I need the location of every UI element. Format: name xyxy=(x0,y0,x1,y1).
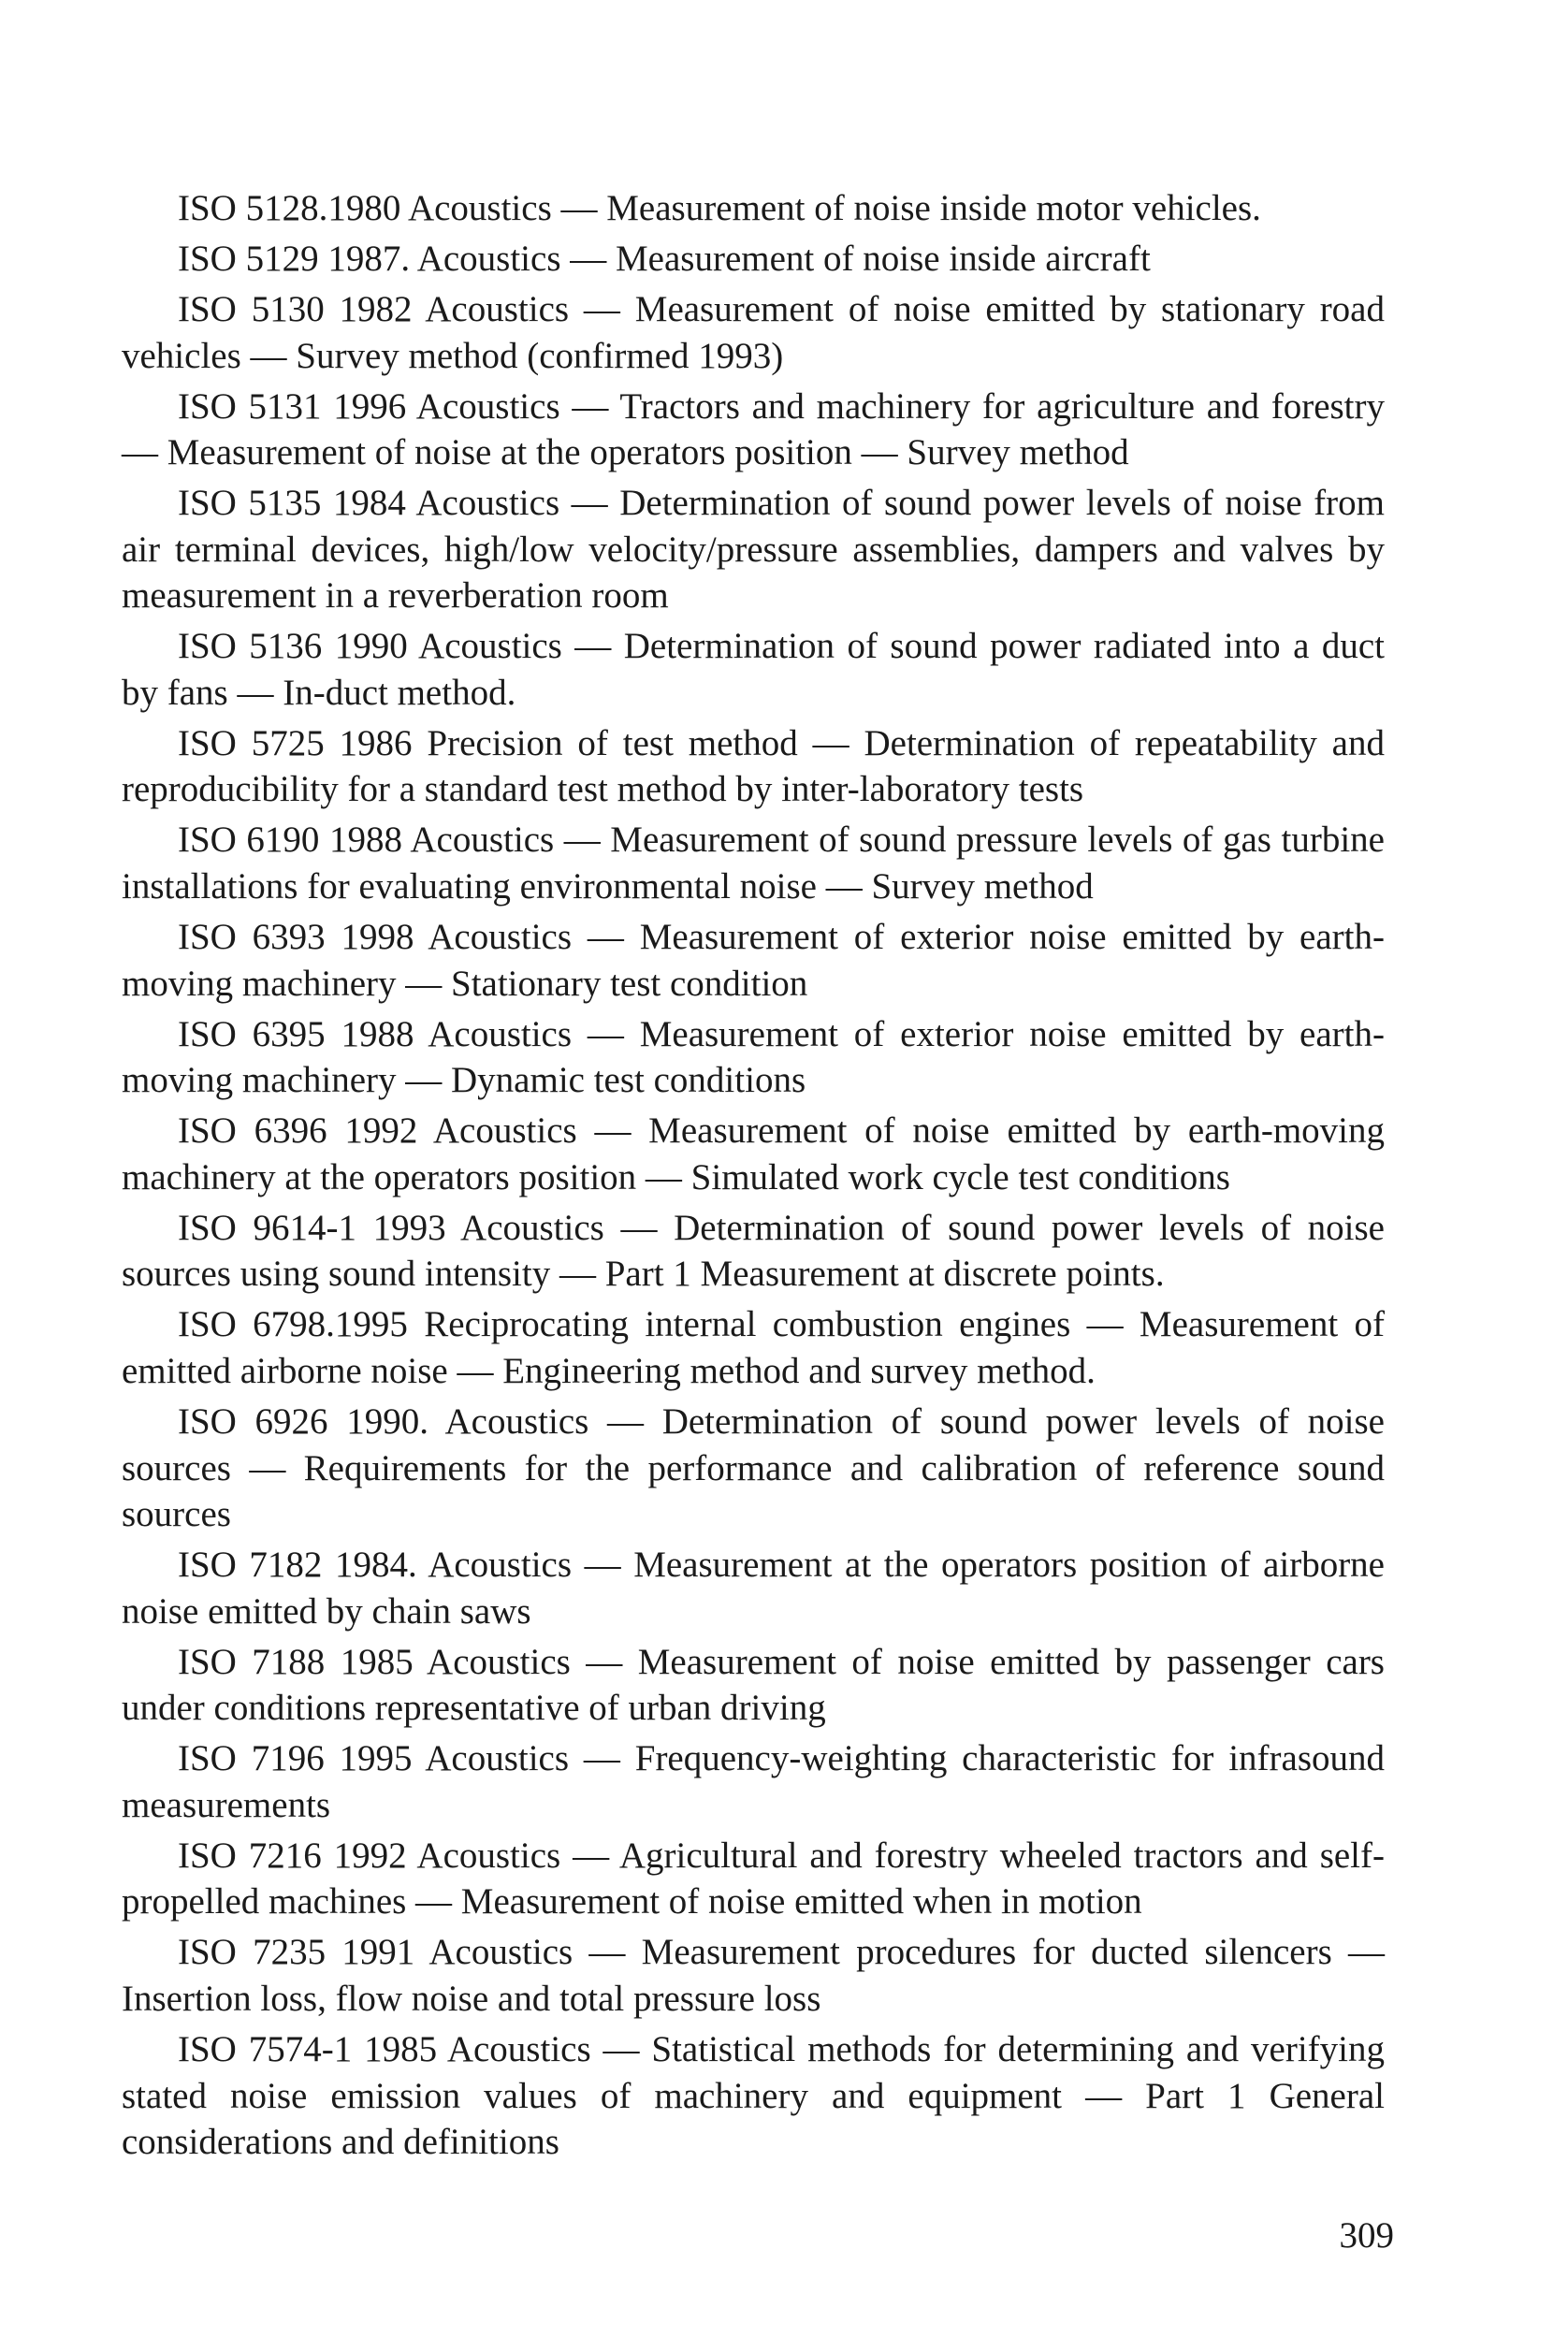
standard-entry: ISO 6393 1998 Acoustics — Measurement of exterior noise emitted by earth-moving machinery — Stationary test condition xyxy=(122,917,1385,1004)
standard-entry: ISO 7574-1 1985 Acoustics — Statistical methods for determining and verifying stated noise emission values of machinery and equipment — Part 1 General considerations and definitions xyxy=(122,2028,1385,2163)
page-number: 309 xyxy=(1339,2215,1394,2256)
standard-entry: ISO 5135 1984 Acoustics — Determination of sound power levels of noise from air terminal devices, high/low velocity/pressure assemblies, dampers and valves by measurement in a reverberation room xyxy=(122,483,1385,617)
standard-entry: ISO 5136 1990 Acoustics — Determination of sound power radiated into a duct by fans — In-duct method. xyxy=(122,626,1385,713)
standard-entry: ISO 6395 1988 Acoustics — Measurement of exterior noise emitted by earth-moving machinery — Dynamic test conditions xyxy=(122,1013,1385,1101)
standard-entry: ISO 5131 1996 Acoustics — Tractors and machinery for agriculture and forestry — Measurement of noise at the operators position — Survey method xyxy=(122,385,1385,473)
standard-entry: ISO 7182 1984. Acoustics — Measurement at the operators position of airborne noise emitted by chain saws xyxy=(122,1545,1385,1632)
standard-entry: ISO 5130 1982 Acoustics — Measurement of noise emitted by stationary road vehicles — Survey method (confirmed 1993) xyxy=(122,288,1385,376)
standard-entry: ISO 7235 1991 Acoustics — Measurement procedures for ducted silencers — Insertion loss, flow noise and total pressure loss xyxy=(122,1932,1385,2019)
standard-entry: ISO 9614-1 1993 Acoustics — Determination of sound power levels of noise sources using sound intensity — Part 1 Measurement at discrete points. xyxy=(122,1207,1385,1295)
standard-entry: ISO 5128.1980 Acoustics — Measurement of noise inside motor vehicles. xyxy=(178,188,1261,228)
standard-entry: ISO 7216 1992 Acoustics — Agricultural and forestry wheeled tractors and self-propelled machines — Measurement of noise emitted when in motion xyxy=(122,1835,1385,1922)
standard-entry: ISO 5129 1987. Acoustics — Measurement of noise inside aircraft xyxy=(178,238,1151,279)
standard-entry: ISO 7196 1995 Acoustics — Frequency-weighting characteristic for infrasound measurements xyxy=(122,1738,1385,1825)
standard-entry: ISO 6798.1995 Reciprocating internal combustion engines — Measurement of emitted airborne noise — Engineering method and survey method. xyxy=(122,1304,1385,1391)
standard-entry: ISO 6926 1990. Acoustics — Determination of sound power levels of noise sources — Requirements for the performance and calibration of reference sound sources xyxy=(122,1400,1385,1535)
standard-entry: ISO 6190 1988 Acoustics — Measurement of sound pressure levels of gas turbine installations for evaluating environmental noise — Survey method xyxy=(122,820,1385,907)
standards-list xyxy=(122,185,1385,2169)
standard-entry: ISO 5725 1986 Precision of test method — Determination of repeatability and reproducibility for a standard test method by inter-laboratory tests xyxy=(122,722,1385,810)
standard-entry: ISO 7188 1985 Acoustics — Measurement of noise emitted by passenger cars under conditions representative of urban driving xyxy=(122,1641,1385,1729)
standard-entry: ISO 6396 1992 Acoustics — Measurement of noise emitted by earth-moving machinery at the operators position — Simulated work cycle test conditions xyxy=(122,1110,1385,1197)
